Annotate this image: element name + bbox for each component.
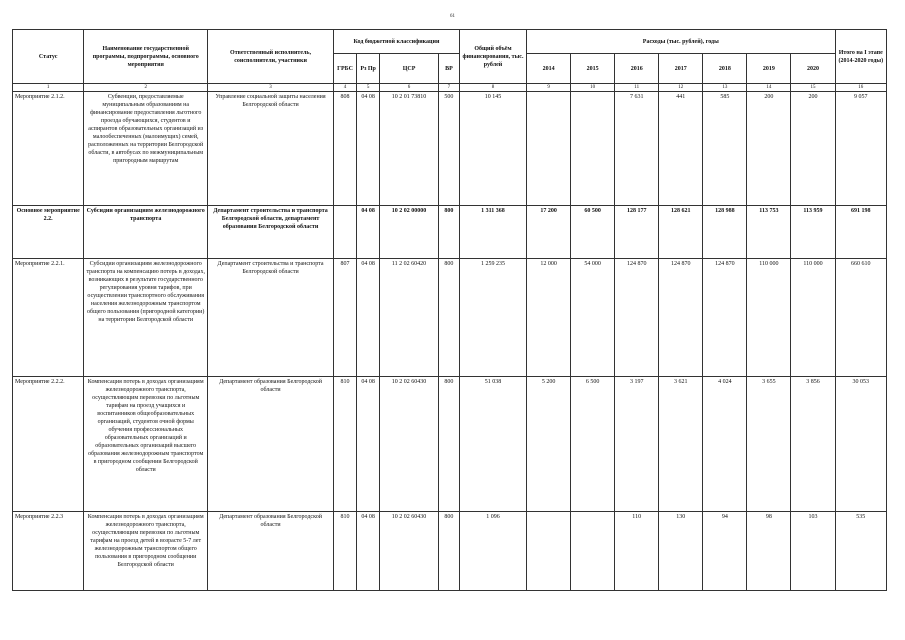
header-status: Статус	[13, 30, 84, 84]
cell-2017: 441	[659, 92, 703, 206]
column-number: 10	[571, 84, 615, 92]
cell-2020: 200	[791, 92, 835, 206]
header-year-2019: 2019	[747, 54, 791, 84]
cell-name: Субсидии организациям железнодорожного транспорта	[84, 206, 208, 259]
cell-2018: 124 870	[703, 259, 747, 377]
column-number: 8	[459, 84, 526, 92]
cell-rzpr: 04 08	[357, 259, 380, 377]
page-number: 61	[450, 14, 455, 19]
cell-total: 1 259 235	[459, 259, 526, 377]
header-vr: ВР	[438, 54, 459, 84]
cell-2020: 3 856	[791, 377, 835, 512]
cell-total: 1 096	[459, 512, 526, 591]
cell-csr: 11 2 02 60420	[380, 259, 439, 377]
cell-2015: 6 500	[571, 377, 615, 512]
cell-2016: 3 197	[615, 377, 659, 512]
header-total-volume: Общий объём финансирования, тыс. рублей	[459, 30, 526, 84]
cell-2014: 12 000	[527, 259, 571, 377]
cell-rzpr: 04 08	[357, 512, 380, 591]
cell-stage-total: 30 053	[835, 377, 886, 512]
column-number: 7	[438, 84, 459, 92]
column-number: 13	[703, 84, 747, 92]
cell-vr: 800	[438, 259, 459, 377]
column-number: 1	[13, 84, 84, 92]
table-row	[13, 92, 887, 206]
budget-table	[12, 29, 887, 591]
cell-vr: 800	[438, 206, 459, 259]
cell-2016: 124 870	[615, 259, 659, 377]
header-year-2020: 2020	[791, 54, 835, 84]
cell-2017: 124 870	[659, 259, 703, 377]
cell-grbs: 807	[334, 259, 357, 377]
column-number-row	[13, 84, 887, 92]
cell-csr: 10 2 02 60430	[380, 512, 439, 591]
table-row	[13, 512, 887, 591]
cell-2018: 585	[703, 92, 747, 206]
column-number: 11	[615, 84, 659, 92]
header-budget-code: Код бюджетной классификации	[334, 30, 460, 54]
cell-status: Мероприятие 2.1.2.	[13, 92, 84, 206]
cell-status: Мероприятие 2.2.1.	[13, 259, 84, 377]
cell-stage-total: 660 610	[835, 259, 886, 377]
header-csr: ЦСР	[380, 54, 439, 84]
cell-rzpr: 04 08	[357, 92, 380, 206]
cell-2019: 110 000	[747, 259, 791, 377]
cell-name: Компенсация потерь в доходах организациям железнодорожного транспорта, осуществляющим перевозки по льготным тарифам на проезд учащихся и воспитанников общеобразовательных организаций, студентов очной формы обучения профессиональных образовательных организаций и образовательных организаций высшего образования железнодорожным транспортом в пригородном сообщении Белгородской области	[84, 377, 208, 512]
cell-executor: Департамент строительства и транспорта Белгородской области	[208, 259, 334, 377]
header-grbs: ГРБС	[334, 54, 357, 84]
cell-csr: 10 2 02 60430	[380, 377, 439, 512]
header-name: Наименование государственной программы, подпрограммы, основного мероприятия	[84, 30, 208, 84]
cell-name: Компенсация потерь в доходах организациям железнодорожного транспорта, осуществляющим перевозки по льготным тарифам на проезд детей в возрасте 5-7 лет железнодорожным транспортом общего пользования в пригородном сообщении Белгородской области	[84, 512, 208, 591]
column-number: 12	[659, 84, 703, 92]
cell-2016: 128 177	[615, 206, 659, 259]
cell-2016: 110	[615, 512, 659, 591]
header-row-top	[13, 30, 887, 54]
column-number: 14	[747, 84, 791, 92]
cell-2020: 110 000	[791, 259, 835, 377]
cell-total: 51 038	[459, 377, 526, 512]
header-year-2014: 2014	[527, 54, 571, 84]
cell-stage-total: 691 198	[835, 206, 886, 259]
cell-vr: 800	[438, 512, 459, 591]
header-year-2015: 2015	[571, 54, 615, 84]
cell-2020: 113 959	[791, 206, 835, 259]
cell-2015: 54 000	[571, 259, 615, 377]
cell-status: Основное мероприятие 2.2.	[13, 206, 84, 259]
table-row	[13, 377, 887, 512]
cell-2018: 128 988	[703, 206, 747, 259]
cell-2017: 3 621	[659, 377, 703, 512]
cell-2019: 200	[747, 92, 791, 206]
column-number: 16	[835, 84, 886, 92]
cell-grbs	[334, 206, 357, 259]
cell-2014: 5 200	[527, 377, 571, 512]
cell-stage-total: 535	[835, 512, 886, 591]
cell-grbs: 808	[334, 92, 357, 206]
column-number: 5	[357, 84, 380, 92]
cell-2014	[527, 512, 571, 591]
cell-vr: 500	[438, 92, 459, 206]
cell-2017: 128 621	[659, 206, 703, 259]
column-number: 6	[380, 84, 439, 92]
header-executor: Ответственный исполнитель, соисполнители, участники	[208, 30, 334, 84]
cell-2019: 98	[747, 512, 791, 591]
cell-status: Мероприятие 2.2.3	[13, 512, 84, 591]
cell-2019: 113 753	[747, 206, 791, 259]
cell-csr: 10 2 02 00000	[380, 206, 439, 259]
cell-total: 1 311 368	[459, 206, 526, 259]
cell-rzpr: 04 08	[357, 206, 380, 259]
cell-2018: 94	[703, 512, 747, 591]
header-year-2018: 2018	[703, 54, 747, 84]
header-expenses: Расходы (тыс. рублей), годы	[527, 30, 836, 54]
table-row	[13, 259, 887, 377]
cell-2015	[571, 512, 615, 591]
column-number: 3	[208, 84, 334, 92]
header-rzpr: Рз Пр	[357, 54, 380, 84]
cell-status: Мероприятие 2.2.2.	[13, 377, 84, 512]
cell-rzpr: 04 08	[357, 377, 380, 512]
cell-name: Субвенции, предоставляемые муниципальным образованиям на финансирование предоставления льготного проезда обучающихся, студентов и аспирантов образовательных организаций из малообеспеченных (малоимущих) семей, расположенных на территории Белгородской области, в автобусах по межмуниципальным пригородным маршрутам	[84, 92, 208, 206]
column-number: 15	[791, 84, 835, 92]
cell-2018: 4 024	[703, 377, 747, 512]
header-year-2017: 2017	[659, 54, 703, 84]
cell-grbs: 810	[334, 512, 357, 591]
cell-name: Субсидии организациям железнодорожного транспорта на компенсацию потерь в доходах, возникающих в результате государственного регулирования уровня тарифов, при осуществлении транспортного обслуживания населения железнодорожным транспортом общего пользования (пригородной категории) на территории Белгородской области	[84, 259, 208, 377]
cell-total: 10 145	[459, 92, 526, 206]
column-number: 2	[84, 84, 208, 92]
cell-2020: 103	[791, 512, 835, 591]
cell-executor: Управление социальной защиты населения Белгородской области	[208, 92, 334, 206]
header-year-2016: 2016	[615, 54, 659, 84]
cell-csr: 10 2 01 73810	[380, 92, 439, 206]
column-number: 4	[334, 84, 357, 92]
table-row	[13, 206, 887, 259]
cell-grbs: 810	[334, 377, 357, 512]
cell-executor: Департамент образования Белгородской области	[208, 377, 334, 512]
cell-2019: 3 655	[747, 377, 791, 512]
cell-vr: 800	[438, 377, 459, 512]
cell-2015: 60 500	[571, 206, 615, 259]
header-stage-total: Итого на I этапе (2014-2020 годы)	[835, 30, 886, 84]
cell-2017: 130	[659, 512, 703, 591]
cell-executor: Департамент образования Белгородской области	[208, 512, 334, 591]
cell-2014	[527, 92, 571, 206]
cell-stage-total: 9 057	[835, 92, 886, 206]
cell-2016: 7 631	[615, 92, 659, 206]
cell-2014: 17 200	[527, 206, 571, 259]
column-number: 9	[527, 84, 571, 92]
cell-executor: Департамент строительства и транспорта Белгородской области, департамент образования Белгородской области	[208, 206, 334, 259]
cell-2015	[571, 92, 615, 206]
